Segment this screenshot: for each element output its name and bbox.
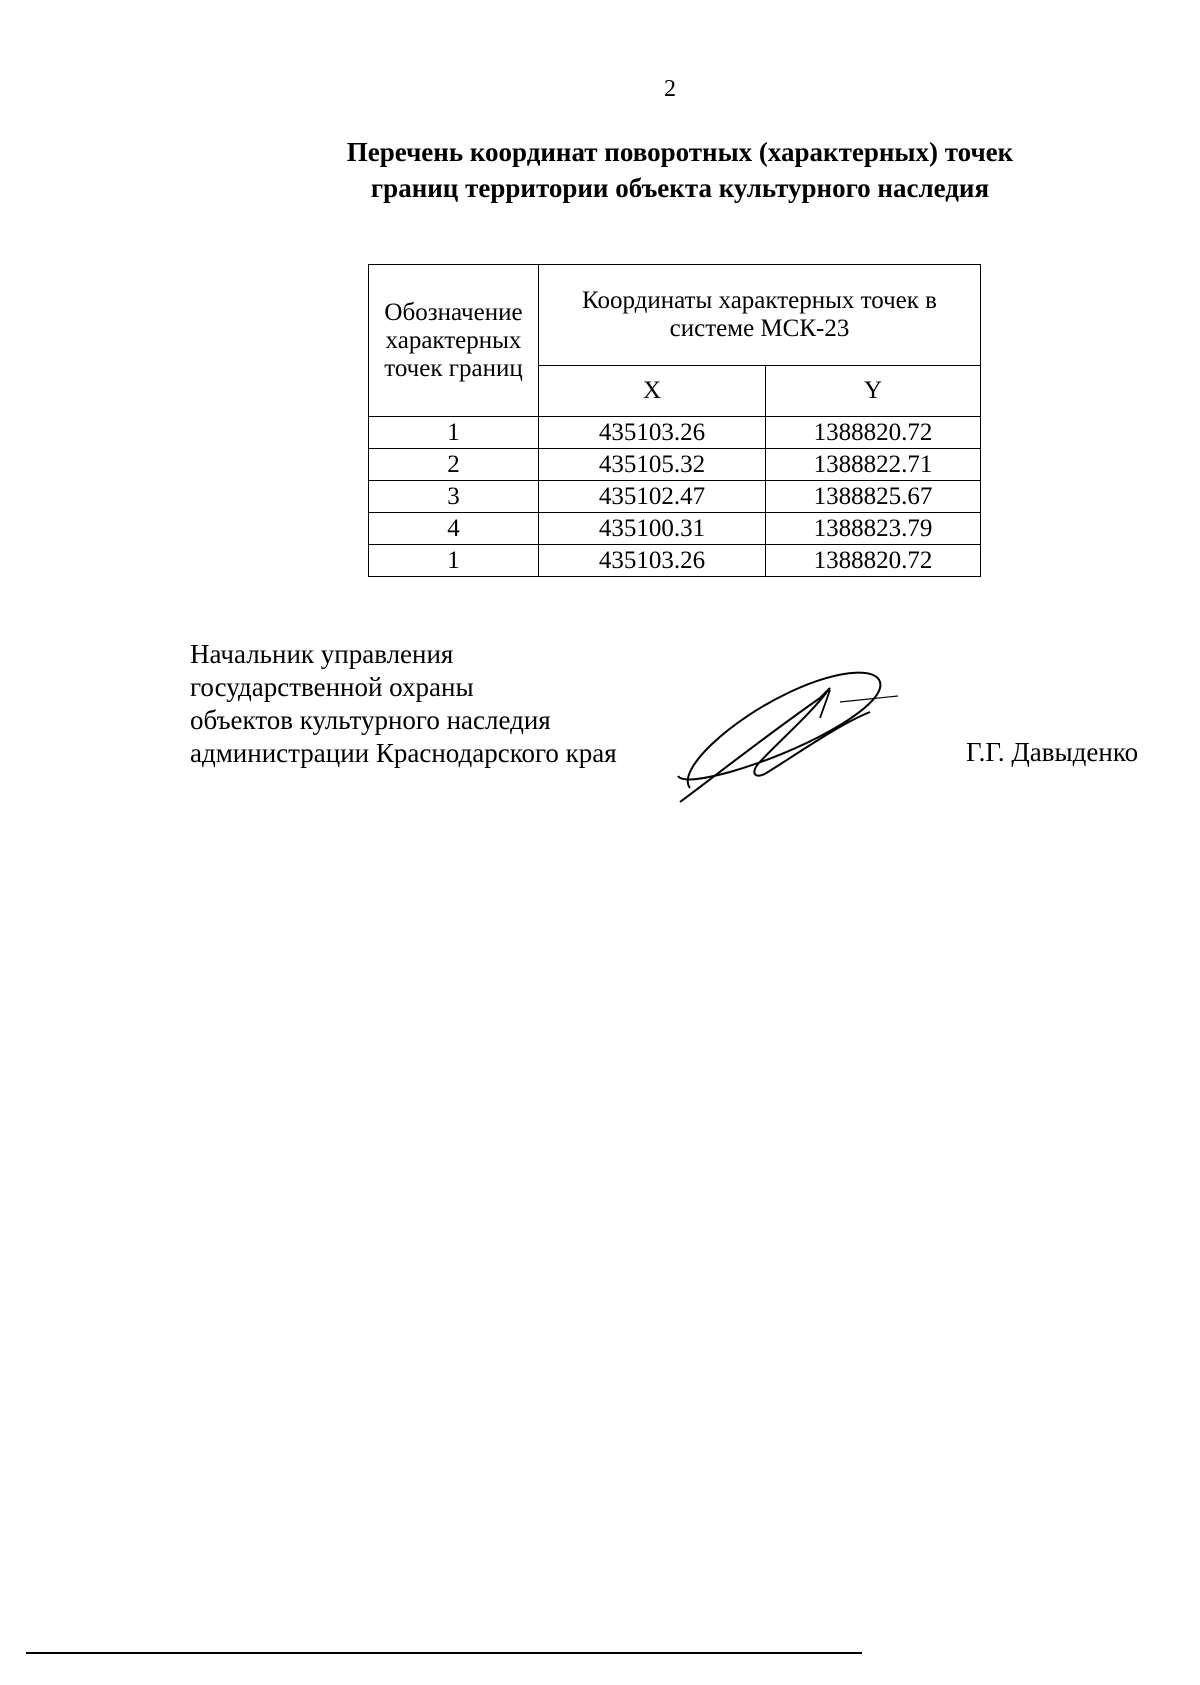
cell-y: 1388823.79: [766, 513, 981, 545]
title-line-2: границ территории объекта культурного наследия: [370, 173, 990, 203]
footer-divider: [26, 1652, 862, 1654]
cell-x: 435103.26: [539, 417, 766, 449]
cell-y: 1388825.67: [766, 481, 981, 513]
table-row: [369, 417, 981, 449]
cell-point: 1: [369, 545, 539, 577]
cell-x: 435100.31: [539, 513, 766, 545]
table-row: [369, 481, 981, 513]
header-coordinate-system: [539, 265, 981, 366]
cell-point: 1: [369, 417, 539, 449]
coordinates-table: [368, 264, 981, 577]
cell-x: 435105.32: [539, 449, 766, 481]
cell-point: 2: [369, 449, 539, 481]
page-number: 2: [664, 76, 676, 102]
position-line: администрации Краснодарского края: [190, 738, 617, 768]
cell-y: 1388822.71: [766, 449, 981, 481]
position-line: объектов культурного наследия: [190, 705, 551, 735]
header-system-line: Координаты характерных точек в: [582, 287, 937, 314]
header-designation-line: характерных: [385, 326, 522, 354]
header-y: Y: [766, 366, 981, 417]
document-title: [300, 134, 1060, 206]
table-row: [369, 449, 981, 481]
cell-point: 4: [369, 513, 539, 545]
header-designation-line: точек границ: [384, 354, 523, 382]
header-x: X: [539, 366, 766, 417]
header-designation-line: Обозначение: [384, 298, 523, 326]
table-row: [369, 545, 981, 577]
position-line: государственной охраны: [190, 672, 474, 702]
signatory-name: Г.Г. Давыденко: [966, 737, 1139, 767]
cell-x: 435102.47: [539, 481, 766, 513]
cell-point: 3: [369, 481, 539, 513]
cell-x: 435103.26: [539, 545, 766, 577]
table-row: [369, 513, 981, 545]
cell-y: 1388820.72: [766, 417, 981, 449]
header-designation: [369, 265, 539, 417]
title-line-1: Перечень координат поворотных (характерных) точек: [346, 137, 1014, 167]
cell-y: 1388820.72: [766, 545, 981, 577]
position-line: Начальник управления: [190, 639, 454, 669]
header-system-line: системе МСК-23: [669, 315, 850, 342]
handwritten-signature: [670, 660, 910, 810]
signer-position: [190, 638, 617, 770]
